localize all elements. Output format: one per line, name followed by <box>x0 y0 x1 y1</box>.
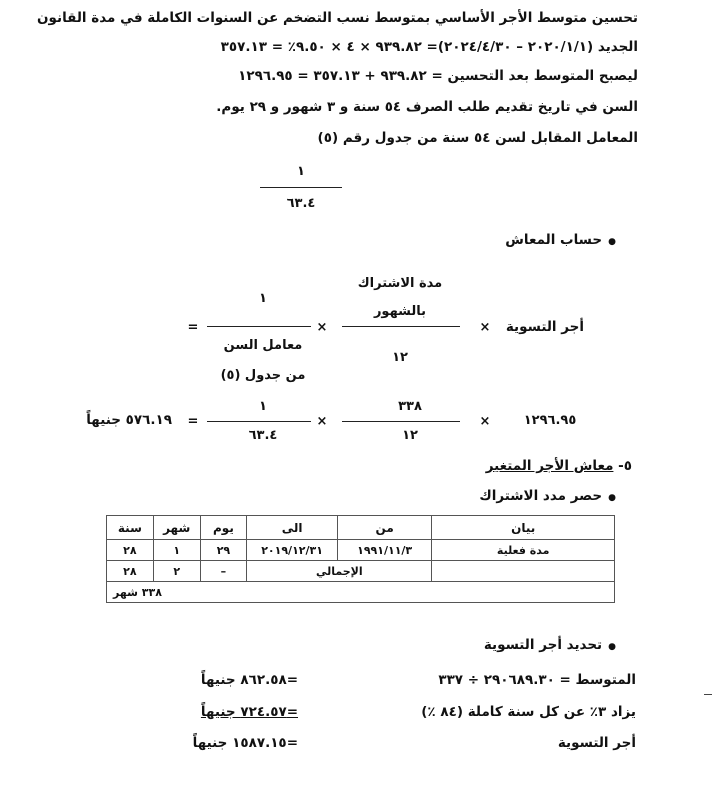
months-divisor: ١٢ <box>392 350 408 365</box>
header-year: سنة <box>107 516 154 540</box>
settlement-wage-value: =١٥٨٧.١٥ جنيهاً <box>192 735 298 751</box>
times-sign-1: × <box>479 320 491 335</box>
bullet-icon: ● <box>608 237 616 247</box>
divisor-value: ١٢ <box>402 428 418 443</box>
factor-numerator: ١ <box>297 164 305 179</box>
times-sign-4: × <box>316 414 328 429</box>
intro-line-2: الجديد (٢٠٢٠/١/١ – ٢٠٢٤/٤/٣٠)= ٩٣٩.٨٢ × ٤ × ٩.٥٠٪ = ٣٥٧.١٣ <box>220 39 638 55</box>
months-fraction-bar <box>342 421 460 422</box>
header-month: شهر <box>153 516 200 540</box>
increase-label: يزاد ٣٪ عن كل سنة كاملة (٨٤ ٪) <box>421 704 636 720</box>
contribution-period-label: مدة الاشتراك <box>357 276 443 291</box>
times-sign-3: × <box>479 414 491 429</box>
edge-mark <box>704 694 712 695</box>
contribution-count-heading: ●حصر مدد الاشتراك <box>479 488 616 504</box>
section-number: ٥- <box>618 458 632 474</box>
table-months-row <box>107 582 615 603</box>
settlement-wage-heading: ●تحديد أجر التسوية <box>483 637 616 653</box>
bullet-icon: ● <box>608 493 616 503</box>
header-day: يوم <box>200 516 247 540</box>
factor-denominator: ٦٣.٤ <box>286 196 316 211</box>
table-header-row <box>107 516 615 540</box>
table-total-row <box>107 561 615 582</box>
cell-statement: مدة فعلية <box>432 540 615 561</box>
age-factor-fraction-bar <box>207 326 311 327</box>
settlement-wage-row-label: أجر التسوية <box>557 735 636 751</box>
factor-value: ٦٣.٤ <box>248 428 278 443</box>
equals-sign-2: = <box>187 414 199 429</box>
intro-line-5: المعامل المقابل لسن ٥٤ سنة من جدول رقم (٥) <box>317 130 638 146</box>
one-value: ١ <box>259 399 267 414</box>
average-label: المتوسط = ٢٩٠٦٨٩.٣٠ ÷ ٣٣٧ <box>438 672 636 688</box>
contribution-table <box>106 515 615 603</box>
cell-to: ٢٠١٩/١٢/٣١ <box>247 540 338 561</box>
settlement-wage-label: أجر التسوية <box>505 319 584 335</box>
cell-from: ١٩٩١/١١/٣ <box>337 540 431 561</box>
table-row <box>107 540 615 561</box>
wage-value: ١٢٩٦.٩٥ <box>523 413 577 428</box>
factor-fraction-bar <box>260 187 342 188</box>
one-numerator: ١ <box>259 291 267 306</box>
contribution-fraction-bar <box>342 326 460 327</box>
intro-line-4: السن في تاريخ تقديم طلب الصرف ٥٤ سنة و ٣ شهور و ٢٩ يوم. <box>216 99 638 115</box>
contribution-months-label: بالشهور <box>373 304 427 319</box>
cell-day: ٢٩ <box>200 540 247 561</box>
intro-line-1: تحسين متوسط الأجر الأساسي بمتوسط نسب التضخم عن السنوات الكاملة في مدة القانون <box>37 10 638 26</box>
bullet-icon: ● <box>608 642 616 652</box>
pension-heading: ●حساب المعاش <box>505 232 616 248</box>
total-day: – <box>200 561 247 582</box>
months-value: ٣٣٨ <box>398 399 422 414</box>
variable-wage-title: معاش الأجر المتغير <box>485 458 614 474</box>
cell-month: ١ <box>153 540 200 561</box>
factor-value-fraction-bar <box>207 421 311 422</box>
age-factor-label: معامل السن <box>223 338 303 353</box>
total-month: ٢ <box>153 561 200 582</box>
header-statement: بيان <box>432 516 615 540</box>
increase-value: =٧٢٤.٥٧ جنيهاً <box>200 704 298 720</box>
average-value: =٨٦٢.٥٨ جنيهاً <box>200 672 298 688</box>
variable-wage-heading <box>486 458 632 474</box>
header-from: من <box>337 516 431 540</box>
cell-year: ٢٨ <box>107 540 154 561</box>
intro-line-3: ليصبح المتوسط بعد التحسين = ٩٣٩.٨٢ + ٣٥٧.١٣ = ١٢٩٦.٩٥ <box>238 68 638 84</box>
months-total: ٣٣٨ شهر <box>107 582 615 603</box>
times-sign-2: × <box>316 320 328 335</box>
pension-result: ٥٧٦.١٩ جنيهاً <box>86 412 172 428</box>
header-to: الى <box>247 516 338 540</box>
total-label: الإجمالي <box>247 561 432 582</box>
total-year: ٢٨ <box>107 561 154 582</box>
equals-sign-1: = <box>187 320 199 335</box>
from-table-label: من جدول (٥) <box>220 368 306 383</box>
